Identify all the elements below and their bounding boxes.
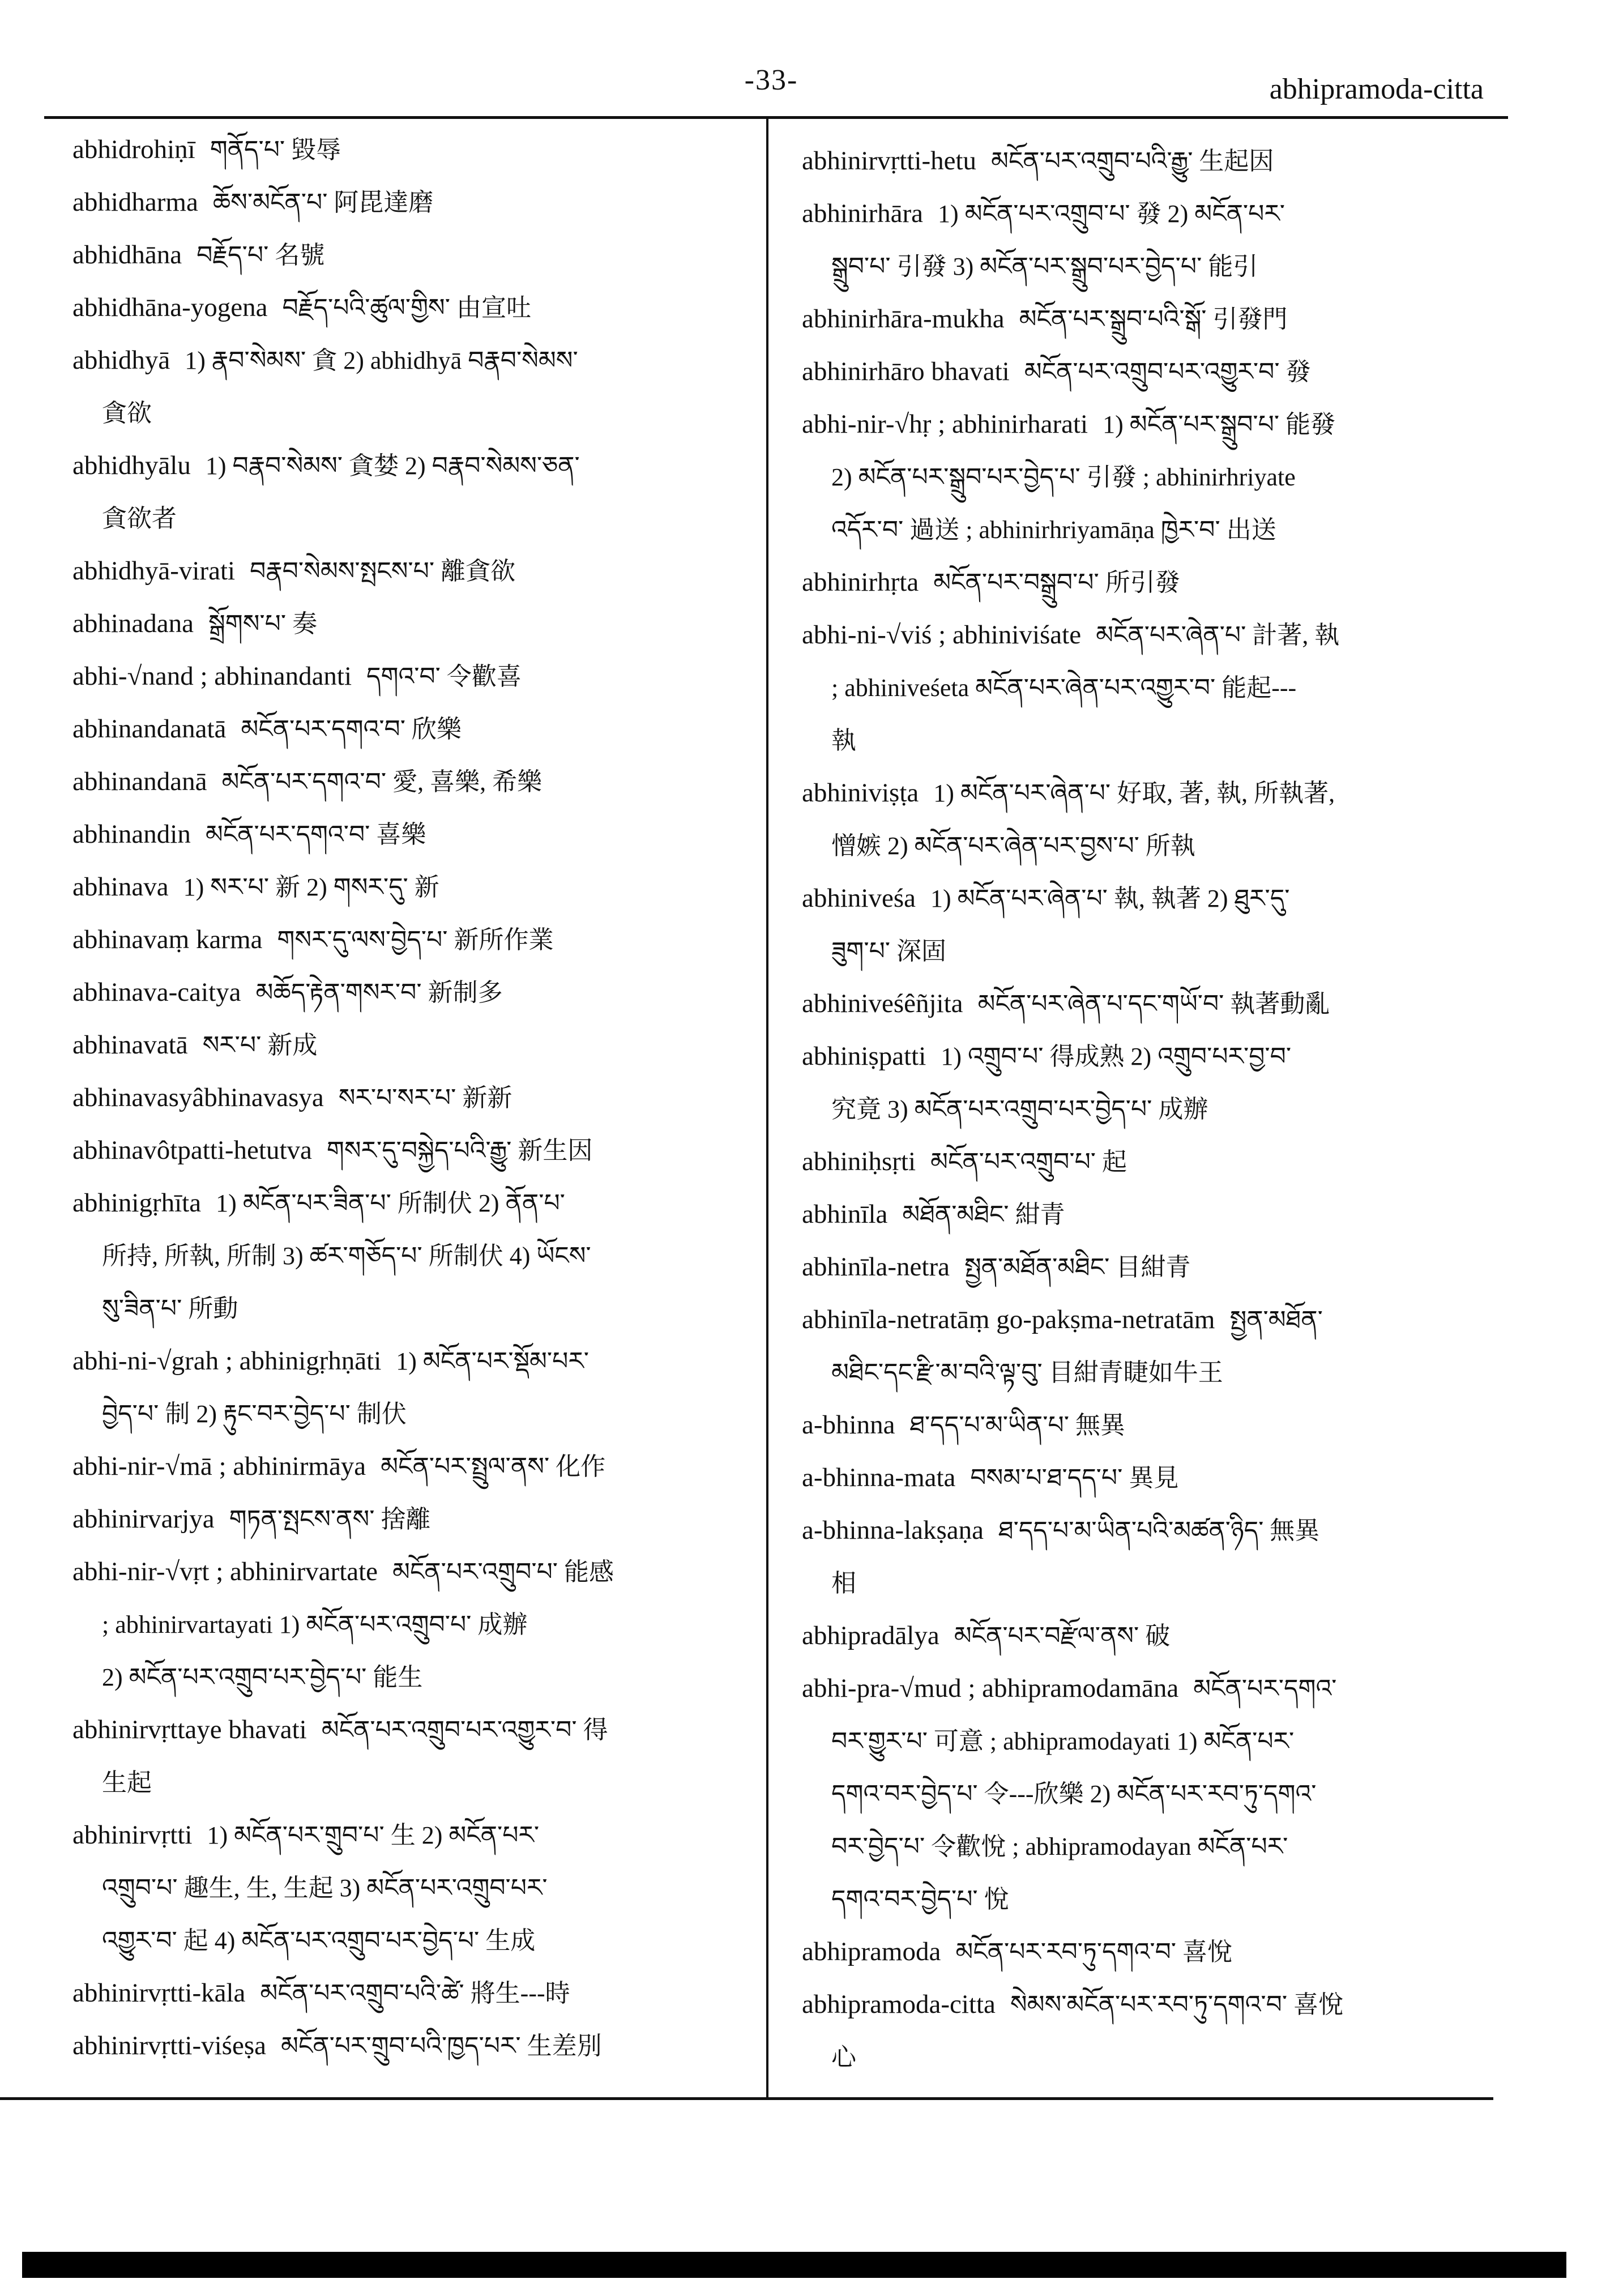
entry-definition: མངོན་པར་དགའ་ — [1193, 1675, 1337, 1702]
entry-continuation-line — [72, 387, 761, 439]
entry-definition: བྱེད་པ་ 制 2) རྟུང་བར་བྱེད་པ་ 制伏 — [102, 1400, 407, 1428]
entry-headword: abhiniḥsṛti — [802, 1147, 916, 1176]
entry-first-line — [72, 966, 761, 1019]
entry-definition: 1) བརྣབ་སེམས་ 貪婪 2) བརྣབ་སེམས་ཅན་ — [205, 452, 580, 480]
entry-continuation-line — [802, 714, 1498, 767]
dictionary-entry — [72, 2020, 761, 2072]
entry-continuation-line — [802, 1346, 1498, 1399]
entry-continuation-line — [72, 1862, 761, 1914]
entry-headword: abhi-nir-√mā ; abhinirmāya — [72, 1452, 366, 1481]
dictionary-entry — [802, 1662, 1498, 1926]
entry-definition: མངོན་པར་ཞེན་པ་དང་གཡོ་བ་ 執著動亂 — [977, 990, 1330, 1018]
dictionary-entry — [802, 556, 1498, 609]
entry-headword: abhinirvarjya — [72, 1504, 215, 1534]
entry-first-line — [802, 293, 1498, 345]
entry-headword: abhinavasyâbhinavasya — [72, 1083, 324, 1112]
dictionary-entry — [72, 1546, 761, 1704]
dictionary-entry — [72, 861, 761, 914]
entry-headword: abhiniṣpatti — [802, 1042, 926, 1071]
entry-continuation-line — [802, 925, 1498, 978]
entry-definition: 1) མངོན་པར་གྲུབ་པ་ 生 2) མངོན་པར་ — [207, 1821, 540, 1849]
entry-first-line — [802, 187, 1498, 240]
entry-continuation-line — [802, 1557, 1498, 1610]
entry-first-line — [72, 1704, 761, 1756]
entry-headword: abhinavaṃ karma — [72, 925, 263, 954]
entry-definition: ཐ་དད་པ་མ་ཡིན་པའི་མཚན་ཉིད་ 無異 — [998, 1517, 1320, 1544]
entry-continuation-line — [802, 662, 1498, 714]
dictionary-entry — [802, 345, 1498, 398]
entry-headword: abhinirhṛta — [802, 567, 919, 597]
entry-headword: abhinava — [72, 872, 169, 902]
entry-headword: abhiniveśa — [802, 884, 916, 913]
bottom-rule — [0, 2097, 1493, 2100]
entry-continuation-line — [802, 1083, 1498, 1136]
entry-headword: abhinirhāra-mukha — [802, 304, 1005, 334]
dictionary-entry — [72, 439, 761, 545]
entry-definition: སར་པ་ 新成 — [202, 1031, 318, 1059]
dictionary-entry — [802, 872, 1498, 978]
entry-definition: སྤྱན་མཐོན་མཐིང་ 目紺青 — [964, 1253, 1191, 1281]
dictionary-entry — [802, 978, 1498, 1030]
entry-headword: abhidhyā-virati — [72, 556, 236, 586]
entry-first-line — [802, 609, 1498, 662]
entry-definition: བར་བྱེད་པ་ 令歡悅 ; abhipramodayan མངོན་པར་ — [831, 1833, 1288, 1860]
entry-headword: abhipramoda-citta — [802, 1990, 996, 2019]
entry-headword: abhi-pra-√mud ; abhipramodamāna — [802, 1674, 1179, 1703]
entry-definition: ཟུག་པ་ 深固 — [831, 937, 947, 965]
entry-headword: abhiniviṣṭa — [802, 778, 919, 808]
dictionary-entry — [72, 756, 761, 808]
entry-definition: 2) མངོན་པར་འགྲུབ་པར་བྱེད་པ་ 能生 — [102, 1663, 423, 1691]
entry-definition: ; abhinirvartayati 1) མངོན་པར་འགྲུབ་པ་ 成辦 — [102, 1611, 528, 1638]
entry-continuation-line — [802, 1768, 1498, 1820]
entry-first-line — [72, 1493, 761, 1546]
entry-definition: མངོན་པར་འགྲུབ་པར་འགྱུར་བ་ 得 — [321, 1716, 608, 1744]
right-column — [802, 135, 1498, 2084]
entry-first-line — [72, 176, 761, 229]
entry-definition: 1) རྣབ་སེམས་ 貪 2) abhidhyā བརྣབ་སེམས་ — [185, 347, 578, 374]
entry-first-line — [802, 556, 1498, 609]
entry-headword: abhinirvṛtti-kāla — [72, 1978, 246, 2008]
entry-definition: 貪欲者 — [102, 505, 177, 532]
entry-first-line — [72, 1177, 761, 1230]
entry-definition: སུ་ཟིན་པ་ 所動 — [102, 1295, 238, 1322]
entry-definition: མངོན་པར་རབ་ཏུ་དགའ་བ་ 喜悅 — [955, 1938, 1233, 1966]
entry-definition: མངོན་པར་སྒྲུབ་པའི་སྒོ་ 引發門 — [1019, 305, 1288, 333]
entry-first-line — [72, 1019, 761, 1072]
dictionary-entry — [802, 398, 1498, 556]
entry-first-line — [802, 1241, 1498, 1294]
entry-definition: 究竟 3) མངོན་པར་འགྲུབ་པར་བྱེད་པ་ 成辦 — [831, 1095, 1208, 1123]
entry-definition: མངོན་པར་དགའ་བ་ 欣樂 — [241, 715, 462, 743]
entry-continuation-line — [72, 1230, 761, 1282]
entry-definition: 1) འགྲུབ་པ་ 得成熟 2) འགྲུབ་པར་བྱ་བ་ — [941, 1043, 1292, 1070]
entry-headword: abhipradālya — [802, 1621, 939, 1650]
entry-first-line — [72, 123, 761, 176]
entry-definition: མངོན་པར་སྤྲུལ་ནས་ 化作 — [381, 1453, 606, 1480]
entry-definition: 1) མངོན་པར་སྒྲུབ་པ་ 能發 — [1103, 411, 1336, 438]
entry-first-line — [72, 861, 761, 914]
entry-first-line — [72, 2020, 761, 2072]
entry-definition: མངོན་པར་ཞེན་པ་ 計著, 執 — [1096, 621, 1340, 649]
entry-first-line — [802, 135, 1498, 187]
dictionary-entry — [802, 1504, 1498, 1610]
entry-first-line — [72, 1440, 761, 1493]
entry-definition: མངོན་པར་འགྲུབ་པའི་ཚེ་ 將生---時 — [260, 1979, 570, 2007]
dictionary-entry — [72, 650, 761, 703]
entry-first-line — [802, 1188, 1498, 1241]
dictionary-entry — [72, 966, 761, 1019]
entry-headword: abhinandin — [72, 820, 191, 849]
entry-first-line — [72, 808, 761, 861]
entry-continuation-line — [802, 451, 1498, 503]
dictionary-entry — [72, 1704, 761, 1809]
dictionary-entry — [72, 808, 761, 861]
entry-continuation-line — [802, 503, 1498, 556]
entry-headword: abhi-ni-√viś ; abhiniviśate — [802, 620, 1082, 650]
entry-definition: མངོན་པར་འགྲུབ་པ་ 起 — [930, 1148, 1127, 1176]
entry-first-line — [72, 545, 761, 598]
entry-definition: 貪欲 — [102, 399, 152, 427]
dictionary-entry — [802, 1136, 1498, 1188]
entry-headword: abhinirvṛtti-hetu — [802, 146, 977, 176]
entry-definition: མངོན་པར་བརྫོལ་ནས་ 破 — [954, 1622, 1171, 1650]
entry-definition: སྤྱན་མཐོན་ — [1229, 1306, 1323, 1334]
entry-definition: གཏན་སྤངས་ནས་ 捨離 — [229, 1505, 431, 1533]
entry-first-line — [72, 334, 761, 387]
dictionary-entry — [72, 914, 761, 966]
entry-definition: 生起 — [102, 1769, 152, 1796]
entry-continuation-line — [802, 1715, 1498, 1768]
entry-continuation-line — [72, 1282, 761, 1335]
entry-definition: ཐ་དད་པ་མ་ཡིན་པ་ 無異 — [909, 1411, 1125, 1439]
entry-definition: ཆོས་མངོན་པ་ 阿毘達磨 — [212, 189, 434, 216]
dictionary-entry — [72, 1072, 761, 1124]
entry-headword: abhinandanatā — [72, 714, 227, 744]
dictionary-entry — [72, 1335, 761, 1440]
entry-first-line — [802, 345, 1498, 398]
dictionary-entry — [72, 1440, 761, 1493]
entry-definition: 執 — [831, 727, 856, 754]
dictionary-entry — [802, 1926, 1498, 1978]
entry-first-line — [802, 1662, 1498, 1715]
entry-definition: 所持, 所執, 所制 3) ཚར་གཅོད་པ་ 所制伏 4) ཡོངས་ — [102, 1242, 591, 1270]
entry-headword: abhi-ni-√grah ; abhinigṛhṇāti — [72, 1346, 382, 1376]
entry-headword: abhinavatā — [72, 1030, 188, 1060]
entry-definition: 1) མངོན་པར་འགྲུབ་པ་ 發 2) མངོན་པར་ — [938, 200, 1285, 228]
dictionary-entry — [72, 334, 761, 439]
entry-first-line — [72, 439, 761, 492]
entry-definition: 1) མངོན་པར་སྡོམ་པར་ — [396, 1347, 590, 1375]
entry-definition: བར་གྱུར་པ་ 可意 ; abhipramodayati 1) མངོན་པར་ — [831, 1727, 1295, 1755]
entry-headword: abhinirvṛtti-viśeṣa — [72, 2031, 266, 2060]
scan-edge-bar — [22, 2252, 1566, 2278]
entry-definition: དགའ་བར་བྱེད་པ་ 令---欣樂 2) མངོན་པར་རབ་ཏུ་དགའ་ — [831, 1780, 1317, 1808]
entry-continuation-line — [802, 240, 1498, 293]
entry-headword: a-bhinna — [802, 1410, 895, 1440]
entry-definition: 2) མངོན་པར་སྒྲུབ་པར་བྱེད་པ་ 引發 ; abhinirhriyate — [831, 463, 1296, 491]
entry-definition: བརྗོད་པ་ 名號 — [197, 241, 325, 269]
entry-continuation-line — [72, 1914, 761, 1967]
entry-first-line — [802, 1452, 1498, 1504]
entry-headword: abhinīla — [802, 1200, 888, 1229]
entry-definition: བསམ་པ་ཐ་དད་པ་ 異見 — [970, 1464, 1179, 1492]
dictionary-entry — [72, 281, 761, 334]
entry-continuation-line — [802, 820, 1498, 872]
entry-continuation-line — [72, 1756, 761, 1809]
entry-definition: སྒྲུབ་པ་ 引發 3) མངོན་པར་སྒྲུབ་པར་བྱེད་པ་ 能引 — [831, 253, 1258, 280]
entry-definition: མངོན་པར་བསྒྲུབ་པ་ 所引發 — [933, 569, 1180, 596]
entry-headword: abhinīla-netra — [802, 1252, 950, 1282]
entry-first-line — [72, 1967, 761, 2020]
dictionary-entry — [72, 1809, 761, 1967]
entry-first-line — [72, 756, 761, 808]
dictionary-entry — [802, 1294, 1498, 1399]
entry-headword: abhi-nir-√vṛt ; abhinirvartate — [72, 1557, 378, 1586]
entry-first-line — [72, 703, 761, 756]
entry-headword: abhinavôtpatti-hetutva — [72, 1136, 312, 1165]
dictionary-entry — [802, 1610, 1498, 1662]
entry-definition: མངོན་པར་དགའ་བ་ 愛, 喜樂, 希樂 — [221, 768, 543, 796]
entry-headword: abhipramoda — [802, 1937, 941, 1966]
entry-definition: འགྱུར་བ་ 起 4) མངོན་པར་འགྲུབ་པར་བྱེད་པ་ 生成 — [102, 1927, 536, 1954]
entry-definition: བརྗོད་པའི་ཚུལ་གྱིས་ 由宣吐 — [282, 294, 531, 322]
entry-definition: སྒྲོགས་པ་ 奏 — [208, 610, 318, 638]
entry-first-line — [802, 1399, 1498, 1452]
page-number: -33- — [744, 64, 798, 96]
entry-headword: abhinīla-netratāṃ go-pakṣma-netratām — [802, 1305, 1215, 1334]
entry-definition: མངོན་པར་འགྲུབ་པའི་རྒྱུ་ 生起因 — [991, 147, 1274, 175]
dictionary-entry — [72, 598, 761, 650]
entry-definition: སེམས་མངོན་པར་རབ་ཏུ་དགའ་བ་ 喜悅 — [1010, 1991, 1344, 2018]
entry-definition: འགྲུབ་པ་ 趣生, 生, 生起 3) མངོན་པར་འགྲུབ་པར་ — [102, 1874, 548, 1902]
entry-definition: 1) མངོན་པར་ཞེན་པ་ 執, 執著 2) ཐུར་དུ་ — [930, 885, 1290, 912]
dictionary-entry — [802, 187, 1498, 293]
entry-headword: abhinigṛhīta — [72, 1188, 202, 1218]
dictionary-entry — [72, 1177, 761, 1335]
dictionary-entry — [802, 609, 1498, 767]
dictionary-entry — [72, 1493, 761, 1546]
entry-first-line — [72, 229, 761, 281]
entry-first-line — [802, 978, 1498, 1030]
entry-definition: གསར་དུ་ལས་བྱེད་པ་ 新所作業 — [277, 926, 554, 954]
dictionary-entry — [802, 1188, 1498, 1241]
entry-definition: 相 — [831, 1569, 856, 1597]
running-head: abhipramoda-citta — [1269, 73, 1484, 105]
dictionary-entry — [72, 1019, 761, 1072]
entry-continuation-line — [72, 1598, 761, 1651]
dictionary-entry — [802, 135, 1498, 187]
dictionary-entry — [72, 176, 761, 229]
entry-headword: abhinirhāra — [802, 199, 924, 228]
entry-definition: མངོན་པར་གྲུབ་པའི་ཁྱད་པར་ 生差別 — [280, 2032, 602, 2060]
entry-definition: མངོན་པར་འགྲུབ་པར་འགྱུར་བ་ 發 — [1024, 358, 1311, 386]
entry-headword: abhinava-caitya — [72, 978, 241, 1007]
entry-headword: abhidhyā — [72, 345, 170, 375]
entry-headword: abhi-nir-√hṛ ; abhinirharati — [802, 409, 1088, 439]
left-column — [72, 123, 761, 2072]
entry-first-line — [802, 1136, 1498, 1188]
entry-first-line — [802, 1926, 1498, 1978]
entry-definition: མཐིང་དང་རྫི་མ་བའི་ལྟ་བུ་ 目紺青睫如牛王 — [831, 1359, 1223, 1386]
entry-headword: abhinirhāro bhavati — [802, 357, 1010, 386]
entry-continuation-line — [802, 1873, 1498, 1926]
entry-first-line — [802, 767, 1498, 820]
entry-headword: abhidhāna-yogena — [72, 293, 268, 322]
entry-definition: བརྣབ་སེམས་སྤངས་པ་ 離貪欲 — [250, 557, 516, 585]
entry-definition: མཐོན་མཐིང་ 紺青 — [902, 1201, 1065, 1228]
entry-first-line — [72, 1809, 761, 1862]
entry-headword: abhidhyālu — [72, 451, 191, 480]
entry-first-line — [802, 1294, 1498, 1346]
entry-definition: འདོར་བ་ 過送 ; abhinirhriyamāṇa ཁྱེར་བ་ 出送 — [831, 516, 1276, 544]
dictionary-entry — [802, 1030, 1498, 1136]
dictionary-entry — [802, 1978, 1498, 2084]
entry-continuation-line — [802, 1820, 1498, 1873]
entry-first-line — [72, 1124, 761, 1177]
entry-headword: abhinirvṛttaye bhavati — [72, 1715, 307, 1744]
dictionary-entry — [72, 229, 761, 281]
entry-definition: 1) མངོན་པར་ཞེན་པ་ 好取, 著, 執, 所執著, — [933, 779, 1335, 807]
entry-definition: མངོན་པར་དགའ་བ་ 喜樂 — [205, 821, 426, 848]
entry-first-line — [72, 1072, 761, 1124]
entry-headword: abhinirvṛtti — [72, 1820, 193, 1850]
dictionary-entry — [72, 545, 761, 598]
entry-first-line — [802, 1030, 1498, 1083]
entry-headword: abhinandanā — [72, 767, 207, 796]
entry-first-line — [72, 650, 761, 703]
entry-definition: 心 — [831, 2043, 856, 2071]
entry-first-line — [802, 1504, 1498, 1557]
entry-definition: དགའ་བ་ 令歡喜 — [366, 663, 522, 690]
entry-continuation-line — [72, 492, 761, 545]
entry-definition: གསར་དུ་བསྐྱེད་པའི་རྒྱུ་ 新生因 — [326, 1137, 593, 1164]
dictionary-entry — [802, 293, 1498, 345]
top-rule — [44, 116, 1508, 119]
entry-definition: 1) སར་པ་ 新 2) གསར་དུ་ 新 — [183, 873, 439, 901]
entry-definition: མཆོད་རྟེན་གསར་བ་ 新制多 — [255, 979, 503, 1006]
entry-headword: a-bhinna-mata — [802, 1463, 956, 1492]
entry-first-line — [72, 1546, 761, 1598]
entry-first-line — [72, 598, 761, 650]
entry-first-line — [802, 398, 1498, 451]
entry-headword: abhi-√nand ; abhinandanti — [72, 662, 352, 691]
dictionary-entry — [72, 1967, 761, 2020]
entry-definition: སར་པ་སར་པ་ 新新 — [338, 1084, 512, 1112]
entry-headword: abhiniveśêñjita — [802, 989, 963, 1018]
entry-first-line — [72, 914, 761, 966]
dictionary-entry — [802, 1399, 1498, 1452]
entry-definition: གནོད་པ་ 毀辱 — [210, 136, 341, 164]
entry-headword: abhidrohiṇī — [72, 135, 195, 164]
entry-definition: 憎嫉 2) མངོན་པར་ཞེན་པར་བྱས་པ་ 所執 — [831, 832, 1195, 860]
dictionary-entry — [72, 123, 761, 176]
dictionary-entry — [802, 1241, 1498, 1294]
entry-definition: མངོན་པར་འགྲུབ་པ་ 能感 — [392, 1558, 614, 1586]
entry-headword: a-bhinna-lakṣaṇa — [802, 1516, 984, 1545]
dictionary-entry — [802, 767, 1498, 872]
entry-definition: 1) མངོན་པར་ཟིན་པ་ 所制伏 2) ནོན་པ་ — [216, 1189, 565, 1217]
entry-headword: abhidhāna — [72, 240, 182, 270]
entry-first-line — [802, 1978, 1498, 2031]
entry-first-line — [72, 1335, 761, 1388]
entry-first-line — [802, 872, 1498, 925]
entry-first-line — [72, 281, 761, 334]
column-divider — [766, 117, 768, 2098]
entry-headword: abhidharma — [72, 187, 198, 217]
entry-continuation-line — [72, 1388, 761, 1440]
entry-first-line — [802, 1610, 1498, 1662]
entry-headword: abhinadana — [72, 609, 194, 638]
dictionary-entry — [72, 1124, 761, 1177]
entry-definition: ; abhiniveśeta མངོན་པར་ཞེན་པར་འགྱུར་བ་ 能起--- — [831, 674, 1297, 702]
entry-continuation-line — [72, 1651, 761, 1704]
entry-continuation-line — [802, 2031, 1498, 2084]
dictionary-entry — [802, 1452, 1498, 1504]
dictionary-entry — [72, 703, 761, 756]
entry-definition: དགའ་བར་བྱེད་པ་ 悅 — [831, 1885, 1009, 1913]
